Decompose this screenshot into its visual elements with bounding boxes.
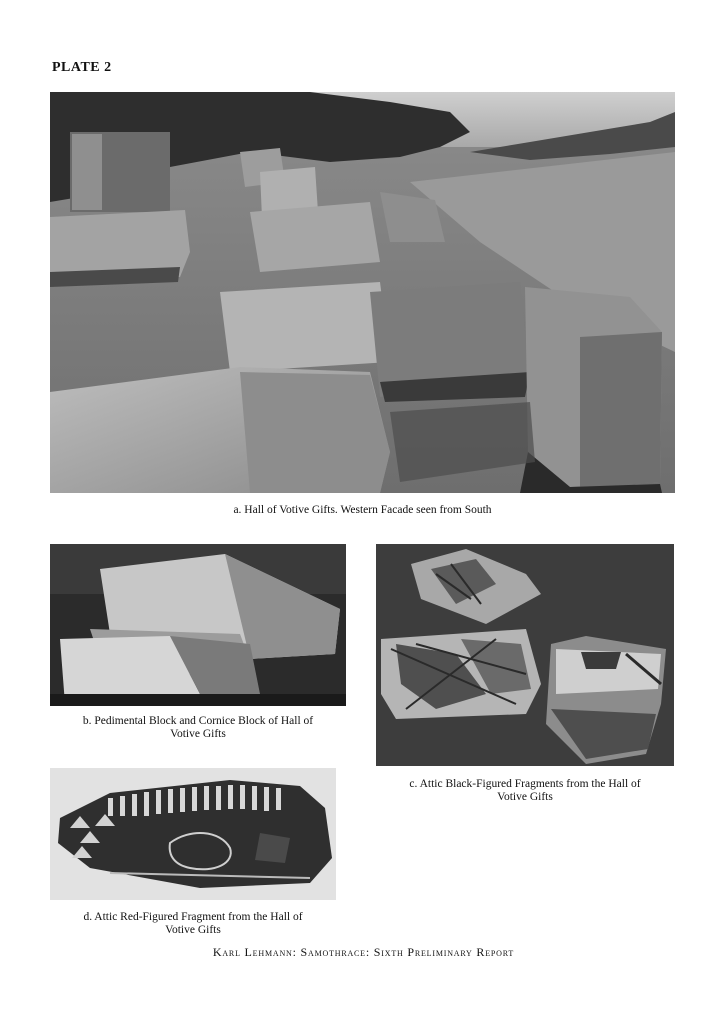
caption-d-line2: Votive Gifts (165, 924, 221, 936)
photo-red-figured-fragment (50, 768, 336, 900)
caption-b-line2: Votive Gifts (170, 728, 226, 740)
caption-b (50, 715, 346, 741)
page-footer: Karl Lehmann: Samothrace: Sixth Preliminary Report (212, 945, 515, 959)
caption-c (376, 778, 674, 804)
caption-a: a. Hall of Votive Gifts. Western Facade seen from South (233, 504, 492, 516)
caption-d (50, 911, 336, 937)
photo-pedimental-block (50, 544, 346, 706)
caption-c-line1: c. Attic Black-Figured Fragments from the Hall of (409, 778, 641, 790)
photo-hall-western-facade (50, 92, 675, 493)
caption-d-line1: d. Attic Red-Figured Fragment from the Hall of (83, 911, 303, 923)
caption-b-line1: b. Pedimental Block and Cornice Block of Hall of (82, 715, 314, 727)
plate-label: PLATE 2 (52, 60, 112, 75)
caption-c-line2: Votive Gifts (497, 791, 553, 803)
photo-black-figured-fragments (376, 544, 674, 766)
